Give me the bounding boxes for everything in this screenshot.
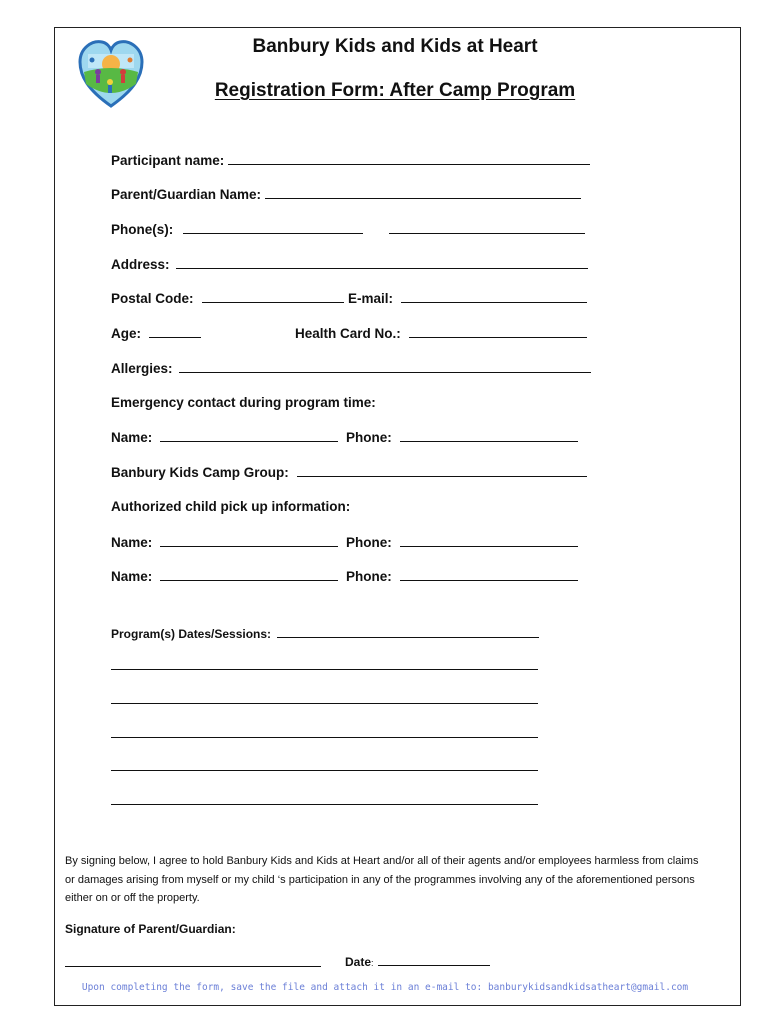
allergies-label: Allergies:	[111, 361, 173, 376]
signature-label: Signature of Parent/Guardian:	[65, 922, 236, 936]
parent-guardian-row	[111, 186, 581, 202]
pickup1-phone-field[interactable]	[400, 534, 578, 547]
age-field[interactable]	[149, 325, 201, 338]
pickup2-phone-label: Phone:	[346, 569, 392, 584]
phone-field-2[interactable]	[389, 221, 585, 234]
allergies-row	[111, 360, 591, 376]
camp-group-label: Banbury Kids Camp Group:	[111, 465, 289, 480]
program-dates-label: Program(s) Dates/Sessions:	[111, 627, 272, 641]
program-dates-line-1[interactable]	[111, 669, 538, 670]
emergency-phone-row	[346, 429, 578, 445]
phone-field-1[interactable]	[183, 221, 363, 234]
pickup1-name-row	[111, 534, 338, 550]
form-subtitle: Registration Form: After Camp Program	[214, 80, 576, 101]
participant-name-label: Participant name:	[111, 153, 225, 168]
parent-guardian-field[interactable]	[265, 186, 581, 199]
email-field[interactable]	[401, 290, 587, 303]
emergency-name-field[interactable]	[160, 429, 338, 442]
participant-name-row	[111, 152, 590, 168]
program-dates-line-4[interactable]	[111, 770, 538, 771]
pickup2-name-field[interactable]	[160, 568, 338, 581]
program-dates-line-5[interactable]	[111, 804, 538, 805]
phones-label: Phone(s):	[111, 222, 174, 237]
email-label: E-mail:	[348, 291, 394, 306]
postal-code-field[interactable]	[202, 290, 344, 303]
date-field[interactable]	[378, 955, 490, 966]
pickup2-phone-field[interactable]	[400, 568, 578, 581]
health-card-row	[295, 325, 587, 341]
parent-guardian-label: Parent/Guardian Name:	[111, 187, 262, 202]
emergency-phone-label: Phone:	[346, 430, 392, 445]
allergies-field[interactable]	[179, 360, 591, 373]
pickup2-name-row	[111, 568, 338, 584]
liability-disclaimer: By signing below, I agree to hold Banbury Kids and Kids at Heart and/or all of their agents and/or employees harmless from claims or damages arising from myself or my child ‘s participation in any of the programmes involving any of the aforementioned persons either on or off the property.	[65, 855, 699, 904]
pickup-heading: Authorized child pick up information:	[111, 499, 351, 514]
pickup1-name-field[interactable]	[160, 534, 338, 547]
pickup2-phone-row	[346, 568, 578, 584]
email-row	[348, 290, 587, 306]
pickup2-name-label: Name:	[111, 569, 153, 584]
phones-row	[111, 221, 585, 237]
health-card-field[interactable]	[409, 325, 587, 338]
date-colon: :	[371, 958, 374, 968]
pickup1-phone-row	[346, 534, 578, 550]
program-dates-row	[111, 625, 539, 641]
address-label: Address:	[111, 257, 170, 272]
postal-code-label: Postal Code:	[111, 291, 194, 306]
address-field[interactable]	[176, 256, 588, 269]
emergency-heading: Emergency contact during program time:	[111, 395, 376, 410]
health-card-label: Health Card No.:	[295, 326, 401, 341]
footer-instructions: Upon completing the form, save the file and attach it in an e-mail to: banburykidsandkidsatheart@gmail.com	[81, 982, 689, 993]
date-row	[345, 955, 490, 969]
age-label: Age:	[111, 326, 141, 341]
program-dates-line-2[interactable]	[111, 703, 538, 704]
postal-code-row	[111, 290, 344, 306]
emergency-name-row	[111, 429, 338, 445]
participant-name-field[interactable]	[228, 152, 590, 165]
age-row	[111, 325, 201, 341]
camp-group-field[interactable]	[297, 464, 587, 477]
camp-group-row	[111, 464, 587, 480]
pickup1-phone-label: Phone:	[346, 535, 392, 550]
date-label: Date	[345, 955, 372, 969]
program-dates-field[interactable]	[277, 625, 539, 638]
program-dates-line-3[interactable]	[111, 737, 538, 738]
signature-field[interactable]	[65, 966, 321, 967]
page-title: Banbury Kids and Kids at Heart	[252, 36, 538, 57]
emergency-name-label: Name:	[111, 430, 153, 445]
emergency-phone-field[interactable]	[400, 429, 578, 442]
address-row	[111, 256, 588, 272]
pickup1-name-label: Name:	[111, 535, 153, 550]
heart-kids-logo-icon	[78, 38, 144, 110]
